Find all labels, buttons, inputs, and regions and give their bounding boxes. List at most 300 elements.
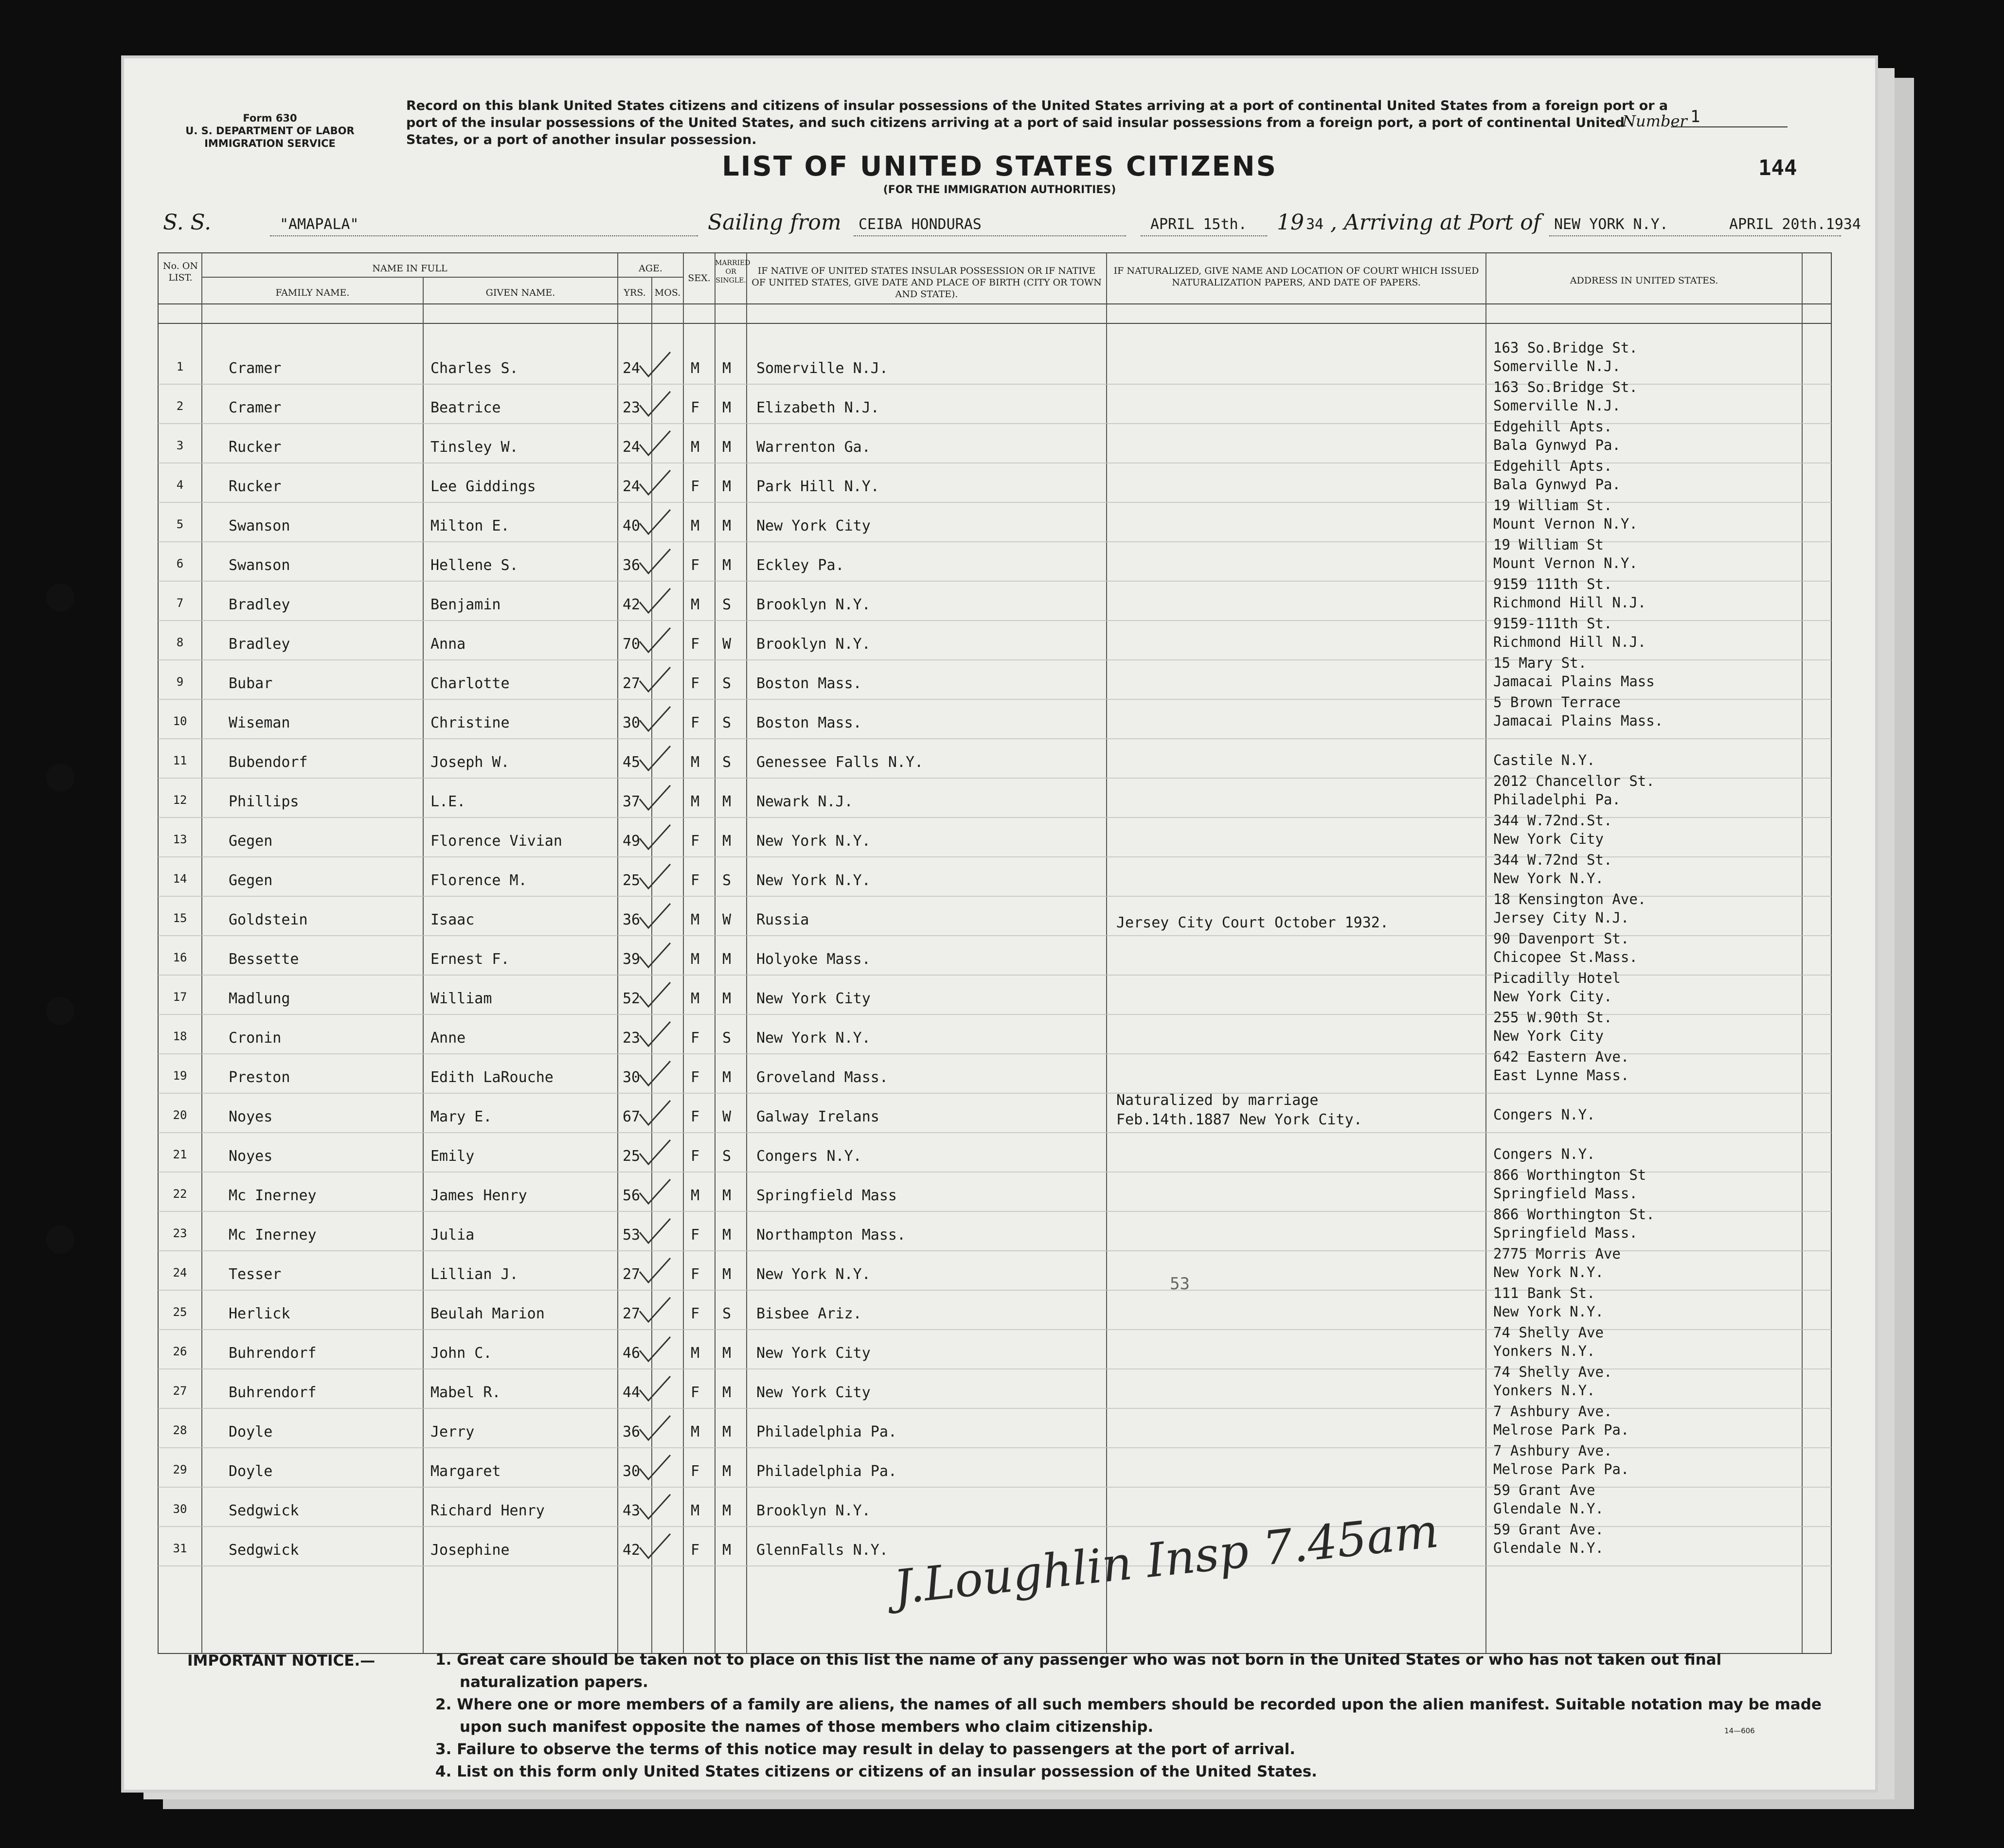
check-mark-icon: [640, 431, 670, 455]
marital-status: M: [722, 951, 732, 968]
address-city: Melrose Park Pa.: [1493, 1422, 1629, 1438]
notice-item-4: 4. List on this form only United States citizens or citizens of an insular possession of the United States.: [435, 1763, 1317, 1780]
marital-status: S: [722, 1148, 732, 1165]
age-years: 42: [623, 596, 641, 613]
address-street: 9159 111th St.: [1493, 576, 1612, 592]
page-number: 144: [1758, 156, 1797, 180]
row-number: 3: [176, 439, 184, 452]
age-years: 44: [623, 1384, 641, 1401]
age-years: 23: [623, 399, 641, 416]
address-street: 9159-111th St.: [1493, 615, 1612, 632]
row-number: 22: [173, 1187, 187, 1201]
address-city: Chicopee St.Mass.: [1493, 949, 1638, 965]
address-street: 866 Worthington St.: [1493, 1206, 1655, 1223]
row-number: 9: [176, 675, 184, 689]
marital-status: M: [722, 1502, 732, 1519]
address-city: Congers N.Y.: [1493, 1146, 1595, 1162]
family-name: Cramer: [229, 399, 282, 416]
record-instructions: Record on this blank United States citizens and citizens of insular possessions of the United States arriving at a port of continental United States from a foreign port or a port of the insular possessions of the United States, and such citizens arriving at a port of said insular possessions from a foreign port, a port of continental United States, or a port of another insular possession.: [406, 98, 1668, 147]
family-name: Tesser: [229, 1266, 282, 1283]
row-number: 12: [173, 793, 187, 807]
address-city: Congers N.Y.: [1493, 1106, 1595, 1123]
marital-status: M: [722, 517, 732, 534]
sex: M: [691, 754, 700, 771]
sail-date: APRIL 15th.: [1150, 216, 1247, 233]
family-name: Gegen: [229, 872, 273, 889]
row-number: 11: [173, 754, 187, 767]
given-name: Florence M.: [430, 872, 527, 889]
header-address: ADDRESS IN UNITED STATES.: [1570, 275, 1718, 286]
given-name: Mabel R.: [430, 1384, 501, 1401]
marital-status: M: [722, 399, 732, 416]
given-name: Beulah Marion: [430, 1305, 545, 1322]
address-street: 7 Ashbury Ave.: [1493, 1442, 1612, 1459]
row-number: 6: [176, 557, 184, 570]
sex: F: [691, 1305, 700, 1322]
binder-hole: [46, 584, 74, 612]
marital-status: S: [722, 714, 732, 731]
marital-status: M: [722, 793, 732, 810]
row-number: 31: [173, 1542, 187, 1555]
sex: F: [691, 1463, 700, 1480]
marital-status: M: [722, 557, 732, 574]
given-name: L.E.: [430, 793, 466, 810]
birthplace: New York N.Y.: [756, 833, 871, 850]
age-years: 36: [623, 557, 641, 574]
address-city: Glendale N.Y.: [1493, 1500, 1604, 1517]
birthplace: Genessee Falls N.Y.: [756, 754, 924, 771]
family-name: Cramer: [229, 360, 282, 377]
sex: M: [691, 793, 700, 810]
check-mark-icon: [640, 746, 670, 770]
check-mark-icon: [640, 1494, 670, 1519]
birthplace: New York City: [756, 517, 871, 534]
family-name: Rucker: [229, 439, 282, 456]
family-name: Doyle: [229, 1463, 273, 1480]
given-name: Josephine: [430, 1542, 510, 1559]
address-city: East Lynne Mass.: [1493, 1067, 1629, 1084]
age-years: 24: [623, 478, 641, 495]
sex: M: [691, 439, 700, 456]
year-suffix: 34: [1306, 216, 1324, 233]
age-years: 24: [623, 360, 641, 377]
row-number: 26: [173, 1345, 187, 1358]
age-years: 67: [623, 1108, 641, 1125]
address-city: Bala Gynwyd Pa.: [1493, 476, 1621, 493]
birthplace: GlennFalls N.Y.: [756, 1542, 888, 1559]
family-name: Bubar: [229, 675, 273, 692]
row-number: 5: [176, 517, 184, 531]
row-number: 4: [176, 478, 184, 492]
age-years: 30: [623, 1463, 641, 1480]
marital-status: W: [722, 636, 732, 653]
age-years: 39: [623, 951, 641, 968]
age-years: 53: [623, 1226, 641, 1244]
check-mark-icon: [640, 1534, 670, 1558]
birthplace: New York City: [756, 1384, 871, 1401]
stamp-mark: 53: [1170, 1274, 1190, 1294]
marital-status: M: [722, 990, 732, 1007]
birthplace: Northampton Mass.: [756, 1226, 906, 1244]
address-city: Somerville N.J.: [1493, 358, 1621, 374]
check-mark-icon: [640, 785, 670, 810]
marital-status: S: [722, 754, 732, 771]
age-years: 27: [623, 675, 641, 692]
sex: M: [691, 990, 700, 1007]
row-number: 28: [173, 1423, 187, 1437]
address-street: 2775 Morris Ave: [1493, 1245, 1621, 1262]
given-name: Isaac: [430, 911, 475, 928]
given-name: Emily: [430, 1148, 475, 1165]
sailing-from: CEIBA HONDURAS: [859, 216, 982, 233]
birthplace: Philadelphia Pa.: [756, 1463, 897, 1480]
address-city: New York N.Y.: [1493, 1303, 1604, 1320]
family-name: Noyes: [229, 1108, 273, 1125]
address-street: 19 William St.: [1493, 497, 1612, 514]
row-number: 2: [176, 399, 184, 413]
check-mark-icon: [640, 1140, 670, 1164]
address-city: Castile N.Y.: [1493, 752, 1595, 768]
check-mark-icon: [640, 667, 670, 692]
age-years: 37: [623, 793, 641, 810]
family-name: Gegen: [229, 833, 273, 850]
inspector-signature: J.Loughlin Insp 7.45am: [891, 1503, 1441, 1615]
address-street: 19 William St: [1493, 536, 1604, 553]
sex: F: [691, 636, 700, 653]
check-mark-icon: [640, 1101, 670, 1125]
family-name: Cronin: [229, 1030, 282, 1047]
manifest-page: [124, 58, 1875, 1790]
age-years: 52: [623, 990, 641, 1007]
check-mark-icon: [640, 549, 670, 573]
header-yrs: YRS.: [624, 287, 646, 298]
family-name: Swanson: [229, 557, 290, 574]
row-number: 15: [173, 911, 187, 925]
row-number: 21: [173, 1148, 187, 1161]
given-name: Charles S.: [430, 360, 519, 377]
birthplace: Somerville N.J.: [756, 360, 888, 377]
header-family-name: FAMILY NAME.: [275, 287, 350, 298]
binder-hole: [46, 1226, 74, 1254]
age-years: 30: [623, 1069, 641, 1086]
department: U. S. DEPARTMENT OF LABOR: [185, 125, 355, 137]
check-mark-icon: [640, 707, 670, 731]
birthplace: Springfield Mass: [756, 1187, 897, 1204]
check-mark-icon: [640, 864, 670, 888]
address-street: Picadilly Hotel: [1493, 970, 1621, 986]
row-number: 18: [173, 1030, 187, 1043]
age-years: 24: [623, 439, 641, 456]
marital-status: M: [722, 478, 732, 495]
sex: F: [691, 872, 700, 889]
given-name: Julia: [430, 1226, 475, 1244]
given-name: Lillian J.: [430, 1266, 519, 1283]
birthplace: New York City: [756, 1345, 871, 1362]
age-years: 70: [623, 636, 641, 653]
sex: F: [691, 1542, 700, 1559]
sex: M: [691, 1423, 700, 1440]
given-name: Benjamin: [430, 596, 501, 613]
check-mark-icon: [640, 825, 670, 849]
family-name: Bessette: [229, 951, 299, 968]
check-mark-icon: [640, 943, 670, 967]
number-label: Number: [1622, 112, 1687, 130]
row-number: 17: [173, 990, 187, 1004]
given-name: James Henry: [430, 1187, 527, 1204]
binder-hole: [46, 764, 74, 792]
row-number: 16: [173, 951, 187, 964]
sex: M: [691, 360, 700, 377]
row-number: 8: [176, 636, 184, 649]
address-street: 111 Bank St.: [1493, 1285, 1595, 1301]
row-number: 13: [173, 833, 187, 846]
family-name: Swanson: [229, 517, 290, 534]
birthplace: Philadelphia Pa.: [756, 1423, 897, 1440]
sex: F: [691, 1384, 700, 1401]
given-name: John C.: [430, 1345, 492, 1362]
naturalization-goldstein: Jersey City Court October 1932.: [1116, 914, 1389, 931]
row-number: 7: [176, 596, 184, 610]
header-sex: SEX.: [688, 273, 711, 284]
address-street: Edgehill Apts.: [1493, 458, 1612, 474]
check-mark-icon: [640, 1455, 670, 1479]
given-name: Beatrice: [430, 399, 501, 416]
row-number: 24: [173, 1266, 187, 1279]
marital-status: S: [722, 675, 732, 692]
given-name: Tinsley W.: [430, 439, 519, 456]
birthplace: Brooklyn N.Y.: [756, 1502, 871, 1519]
address-city: Jersey City N.J.: [1493, 909, 1629, 926]
row-number: 20: [173, 1108, 187, 1122]
marital-status: M: [722, 439, 732, 456]
address-street: 866 Worthington St: [1493, 1167, 1646, 1183]
sex: M: [691, 1502, 700, 1519]
family-name: Goldstein: [229, 911, 308, 928]
address-street: 90 Davenport St.: [1493, 930, 1629, 947]
address-city: New York N.Y.: [1493, 870, 1604, 887]
age-years: 27: [623, 1266, 641, 1283]
given-name: Joseph W.: [430, 754, 510, 771]
family-name: Noyes: [229, 1148, 273, 1165]
address-city: Springfield Mass.: [1493, 1225, 1638, 1241]
family-name: Bubendorf: [229, 754, 308, 771]
age-years: 25: [623, 1148, 641, 1165]
row-number: 10: [173, 714, 187, 728]
age-years: 43: [623, 1502, 641, 1519]
family-name: Bradley: [229, 596, 290, 613]
given-name: Lee Giddings: [430, 478, 536, 495]
page-subtitle: (FOR THE IMMIGRATION AUTHORITIES): [883, 184, 1116, 196]
family-name: Madlung: [229, 990, 290, 1007]
given-name: Christine: [430, 714, 510, 731]
birthplace: Groveland Mass.: [756, 1069, 888, 1086]
address-street: 74 Shelly Ave: [1493, 1324, 1604, 1341]
sailing-label: Sailing from: [708, 210, 841, 235]
given-name: Charlotte: [430, 675, 510, 692]
birthplace: Galway Irelans: [756, 1108, 879, 1125]
given-name: Edith LaRouche: [430, 1069, 554, 1086]
check-mark-icon: [640, 1061, 670, 1085]
address-city: New York City: [1493, 831, 1604, 847]
address-street: 642 Eastern Ave.: [1493, 1048, 1629, 1065]
marital-status: S: [722, 1305, 732, 1322]
check-mark-icon: [640, 470, 670, 495]
address-city: Springfield Mass.: [1493, 1185, 1638, 1202]
address-city: Yonkers N.Y.: [1493, 1382, 1595, 1399]
family-name: Phillips: [229, 793, 299, 810]
marital-status: M: [722, 1226, 732, 1244]
given-name: Anne: [430, 1030, 466, 1047]
row-number: 27: [173, 1384, 187, 1398]
marital-status: M: [722, 833, 732, 850]
family-name: Sedgwick: [229, 1502, 299, 1519]
sex: M: [691, 1345, 700, 1362]
address-city: Jamacai Plains Mass.: [1493, 712, 1664, 729]
address-street: 163 So.Bridge St.: [1493, 379, 1638, 395]
check-mark-icon: [640, 1337, 670, 1361]
birthplace: Holyoke Mass.: [756, 951, 871, 968]
ss-label: S. S.: [163, 210, 212, 235]
birthplace: Brooklyn N.Y.: [756, 636, 871, 653]
birthplace: Congers N.Y.: [756, 1148, 862, 1165]
sex: F: [691, 1108, 700, 1125]
birthplace: Elizabeth N.J.: [756, 399, 879, 416]
address-street: 18 Kensington Ave.: [1493, 891, 1646, 907]
marital-status: W: [722, 911, 732, 928]
given-name: Jerry: [430, 1423, 475, 1440]
birthplace: Eckley Pa.: [756, 557, 844, 574]
check-mark-icon: [640, 1376, 670, 1401]
naturalization-noyes-2: Feb.14th.1887 New York City.: [1116, 1111, 1362, 1128]
sex: F: [691, 714, 700, 731]
birthplace: New York N.Y.: [756, 872, 871, 889]
address-street: 59 Grant Ave.: [1493, 1521, 1604, 1538]
address-city: Mount Vernon N.Y.: [1493, 515, 1638, 532]
address-street: 2012 Chancellor St.: [1493, 773, 1655, 789]
family-name: Buhrendorf: [229, 1384, 317, 1401]
birthplace: Boston Mass.: [756, 714, 862, 731]
marital-status: S: [722, 596, 732, 613]
naturalization-noyes-1: Naturalized by marriage: [1116, 1092, 1319, 1109]
family-name: Herlick: [229, 1305, 290, 1322]
marital-status: M: [722, 1069, 732, 1086]
sex: F: [691, 1030, 700, 1047]
birthplace: Warrenton Ga.: [756, 439, 871, 456]
address-city: Jamacai Plains Mass: [1493, 673, 1655, 690]
notice-code: 14—606: [1724, 1726, 1755, 1735]
marital-status: M: [722, 1384, 732, 1401]
age-years: 40: [623, 517, 641, 534]
address-street: 255 W.90th St.: [1493, 1009, 1612, 1026]
row-number: 30: [173, 1502, 187, 1516]
sex: F: [691, 1069, 700, 1086]
check-mark-icon: [640, 510, 670, 534]
row-number: 19: [173, 1069, 187, 1083]
header-married-single: MARRIED OR SINGLE.: [715, 259, 751, 284]
age-years: 36: [623, 1423, 641, 1440]
check-mark-icon: [640, 1297, 670, 1322]
form-number: Form 630: [243, 112, 297, 124]
check-mark-icon: [640, 982, 670, 1007]
marital-status: M: [722, 1266, 732, 1283]
given-name: William: [430, 990, 492, 1007]
family-name: Sedgwick: [229, 1542, 299, 1559]
family-name: Bradley: [229, 636, 290, 653]
check-mark-icon: [640, 588, 670, 613]
header-age: AGE.: [639, 263, 662, 274]
birthplace: Brooklyn N.Y.: [756, 596, 871, 613]
sex: F: [691, 833, 700, 850]
age-years: 23: [623, 1030, 641, 1047]
given-name: Milton E.: [430, 517, 510, 534]
birthplace: Park Hill N.Y.: [756, 478, 879, 495]
check-mark-icon: [640, 1258, 670, 1282]
sex: M: [691, 1187, 700, 1204]
address-city: Richmond Hill N.J.: [1493, 594, 1646, 611]
birthplace: New York City: [756, 990, 871, 1007]
age-years: 30: [623, 714, 641, 731]
sex: F: [691, 1226, 700, 1244]
address-street: Edgehill Apts.: [1493, 418, 1612, 435]
birthplace: Russia: [756, 911, 809, 928]
address-city: Somerville N.J.: [1493, 397, 1621, 414]
sex: M: [691, 951, 700, 968]
header-given-name: GIVEN NAME.: [485, 287, 555, 298]
given-name: Anna: [430, 636, 466, 653]
marital-status: M: [722, 1463, 732, 1480]
address-city: New York City: [1493, 1028, 1604, 1044]
sex: M: [691, 911, 700, 928]
page-title: LIST OF UNITED STATES CITIZENS: [722, 151, 1277, 182]
sex: M: [691, 517, 700, 534]
check-mark-icon: [640, 391, 670, 416]
address-city: New York City.: [1493, 988, 1612, 1005]
address-city: Bala Gynwyd Pa.: [1493, 437, 1621, 453]
age-years: 46: [623, 1345, 641, 1362]
check-mark-icon: [640, 352, 670, 376]
check-mark-icon: [640, 1219, 670, 1243]
family-name: Wiseman: [229, 714, 290, 731]
arrival-date: APRIL 20th.1934: [1729, 216, 1861, 233]
given-name: Mary E.: [430, 1108, 492, 1125]
age-years: 56: [623, 1187, 641, 1204]
notice-item-3: 3. Failure to observe the terms of this notice may result in delay to passengers at the port of arrival.: [435, 1741, 1295, 1758]
marital-status: S: [722, 872, 732, 889]
given-name: Richard Henry: [430, 1502, 545, 1519]
service: IMMIGRATION SERVICE: [204, 138, 336, 149]
arrival-port: NEW YORK N.Y.: [1554, 216, 1668, 233]
binder-hole: [46, 997, 74, 1025]
check-mark-icon: [640, 1022, 670, 1046]
address-city: Yonkers N.Y.: [1493, 1343, 1595, 1359]
notice-heading: IMPORTANT NOTICE.—: [187, 1652, 376, 1670]
age-years: 27: [623, 1305, 641, 1322]
address-city: Melrose Park Pa.: [1493, 1461, 1629, 1477]
header-name-in-full: NAME IN FULL: [372, 263, 447, 274]
birthplace: New York N.Y.: [756, 1030, 871, 1047]
row-number: 1: [176, 360, 184, 373]
row-number: 25: [173, 1305, 187, 1319]
age-years: 25: [623, 872, 641, 889]
header-native-birth: IF NATIVE OF UNITED STATES INSULAR POSSESSION OR IF NATIVE OF UNITED STATES, GIVE DATE AND PLACE OF BIRTH (CITY OR TOWN AND STATE).: [752, 266, 1102, 300]
sex: F: [691, 557, 700, 574]
sex: M: [691, 596, 700, 613]
family-name: Mc Inerney: [229, 1187, 317, 1204]
address-street: 344 W.72nd.St.: [1493, 812, 1612, 829]
birthplace: New York N.Y.: [756, 1266, 871, 1283]
number-value: 1: [1671, 107, 1788, 127]
age-years: 49: [623, 833, 641, 850]
